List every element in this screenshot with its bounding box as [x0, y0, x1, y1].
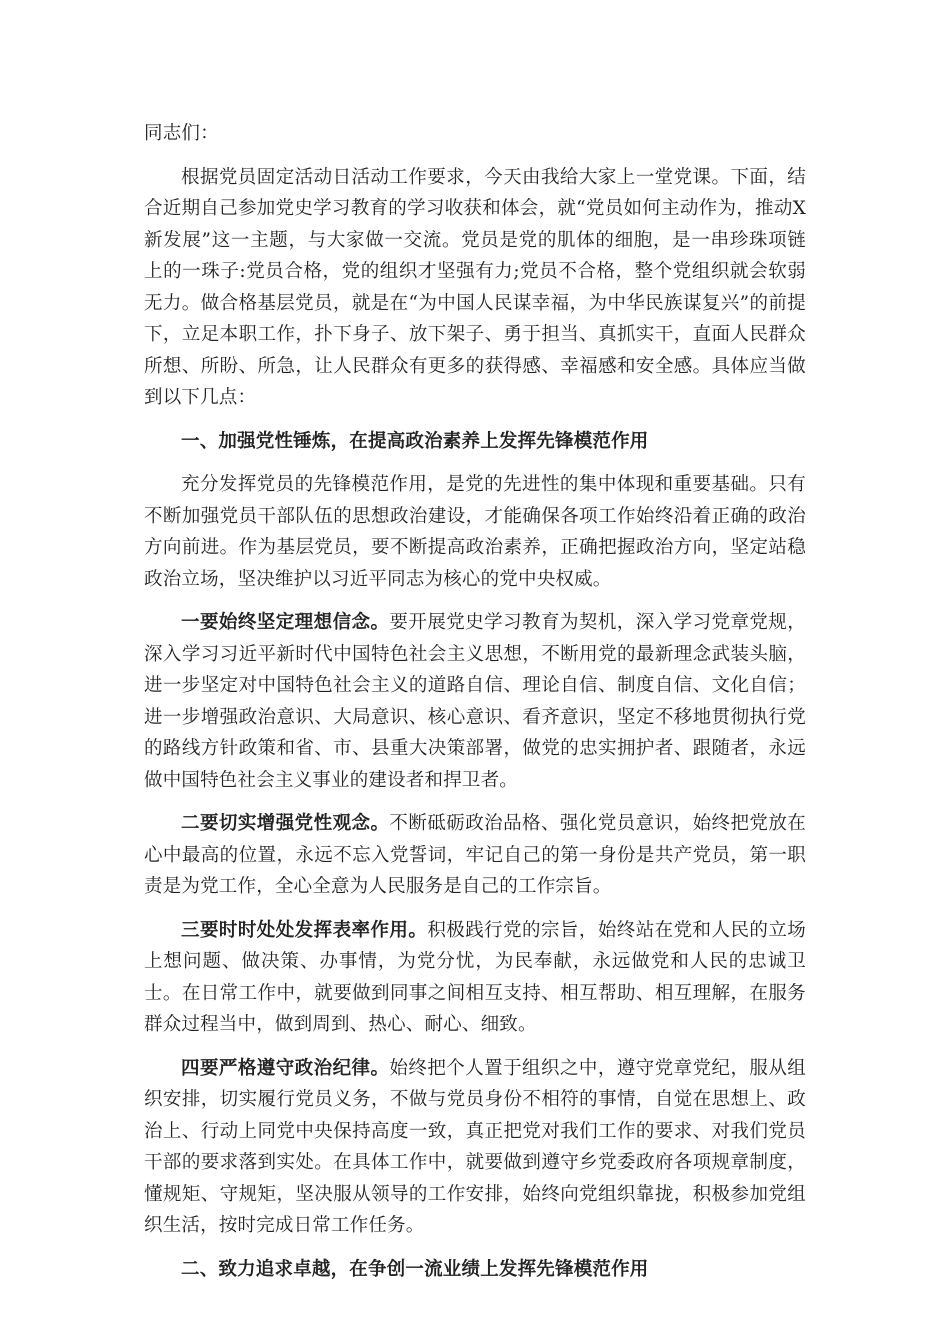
- point-1-paragraph: [144, 607, 806, 796]
- section-1-heading: 一、加强党性锤炼，在提高政治素养上发挥先锋模范作用: [181, 430, 649, 452]
- document-page: [144, 118, 806, 1297]
- point-3-paragraph: [144, 915, 806, 1041]
- section-2-heading: 二、致力追求卓越，在争创一流业绩上发挥先锋模范作用: [181, 1258, 649, 1280]
- point-4-text: 始终把个人置于组织之中，遵守党章党纪，服从组织安排，切实履行党员义务，不做与党员身份不相符的事情，自觉在思想上、政治上、行动上同党中央保持高度一致，真正把党对我们工作的要求、对我们党员干部的要求落到实处。在具体工作中，就要做到遵守乡党委政府各项规章制度，懂规矩、守规矩，坚决服从领导的工作安排，始终向党组织靠拢，积极参加党组织生活，按时完成日常工作任务。: [144, 1057, 807, 1236]
- point-4-paragraph: [144, 1053, 806, 1242]
- salutation: 同志们：: [144, 123, 219, 144]
- point-2-paragraph: [144, 808, 806, 903]
- point-2-text: 不断砥砺政治品格、强化党员意识，始终把党放在心中最高的位置，永远不忘入党誓词，牢记自己的第一身份是共产党员，第一职责是为党工作，全心全意为人民服务是自己的工作宗旨。: [144, 813, 807, 897]
- point-4-lead: 四要严格遵守政治纪律。: [181, 1057, 390, 1079]
- point-3-text: 积极践行党的宗旨，始终站在党和人民的立场上想问题、做决策、办事情，为党分忧，为民奉献，永远做党和人民的忠诚卫士。在日常工作中，就要做到同事之间相互支持、相互帮助、相互理解，在服务群众过程当中，做到周到、热心、耐心、细致。: [144, 919, 806, 1035]
- point-2-lead: 二要切实增强党性观念。: [181, 813, 390, 834]
- intro-paragraph: 根据党员固定活动日活动工作要求，今天由我给大家上一堂党课。下面，结合近期自己参加党史学习教育的学习收获和体会，就“党员如何主动作为，推动X新发展”这一主题，与大家做一交流。党员是党的肌体的细胞，是一串珍珠项链上的一珠子:党员合格，党的组织才坚强有力;党员不合格，整个党组织就会软弱无力。做合格基层党员，就是在“为中国人民谋幸福，为中华民族谋复兴”的前提下，立足本职工作，扑下身子、放下架子、勇于担当、真抓实干，直面人民群众所想、所盼、所急，让人民群众有更多的获得感、幸福感和安全感。具体应当做到以下几点：: [144, 166, 806, 408]
- point-1-text: 要开展党史学习教育为契机，深入学习党章党规，深入学习习近平新时代中国特色社会主义思想，不断用党的最新理念武装头脑，进一步坚定对中国特色社会主义的道路自信、理论自信、制度自信、文化自信；进一步增强政治意识、大局意识、核心意识、看齐意识，坚定不移地贯彻执行党的路线方针政策和省、市、县重大决策部署，做党的忠实拥护者、跟随者，永远做中国特色社会主义事业的建设者和捍卫者。: [144, 612, 807, 791]
- point-3-lead: 三要时时处处发挥表率作用。: [181, 919, 428, 941]
- point-1-lead: 一要始终坚定理想信念。: [181, 612, 390, 633]
- section-1-body: 充分发挥党员的先锋模范作用，是党的先进性的集中体现和重要基础。只有不断加强党员干部队伍的思想政治建设，才能确保各项工作始终沿着正确的政治方向前进。作为基层党员，要不断提高政治素养，正确把握政治方向，坚定站稳政治立场，坚决维护以习近平同志为核心的党中央权威。: [144, 474, 806, 590]
